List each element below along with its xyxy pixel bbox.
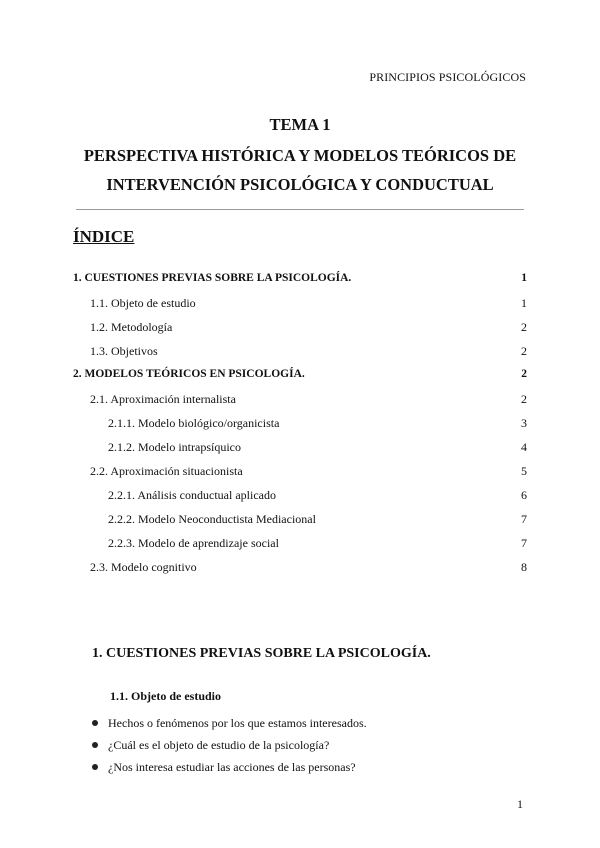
toc-entry-page: 7: [521, 512, 527, 526]
bullet-icon: [92, 764, 98, 770]
toc-entry-label: 2.2.3. Modelo de aprendizaje social: [108, 536, 279, 550]
toc-entry[interactable]: [0, 440, 600, 462]
horizontal-divider: [76, 209, 524, 210]
toc-entry-page: 4: [521, 440, 527, 454]
toc-entry-label: 2.2.2. Modelo Neoconductista Mediacional: [108, 512, 316, 526]
toc-entry[interactable]: [0, 296, 600, 318]
toc-entry-label: 2.1.1. Modelo biológico/organicista: [108, 416, 280, 430]
toc-entry[interactable]: [0, 344, 600, 366]
toc-entry-page: 2: [521, 392, 527, 406]
toc-entry[interactable]: [0, 368, 600, 390]
toc-entry[interactable]: [0, 536, 600, 558]
toc-entry[interactable]: [0, 488, 600, 510]
page-number: 1: [517, 797, 523, 811]
toc-entry[interactable]: [0, 464, 600, 486]
toc-entry-label: 2.1. Aproximación internalista: [90, 392, 236, 406]
title-line-2: PERSPECTIVA HISTÓRICA Y MODELOS TEÓRICOS DE: [83, 146, 517, 165]
bullet-icon: [92, 720, 98, 726]
bullet-text: ¿Cuál es el objeto de estudio de la psicología?: [108, 738, 330, 752]
title-line-3: INTERVENCIÓN PSICOLÓGICA Y CONDUCTUAL: [106, 175, 494, 194]
toc-entry-page: 2: [521, 320, 527, 334]
toc-entry-label: 1. CUESTIONES PREVIAS SOBRE LA PSICOLOGÍA.: [73, 272, 352, 284]
bullet-item: [92, 716, 367, 731]
toc-entry-page: 6: [521, 488, 527, 502]
toc-entry-page: 2: [521, 344, 527, 358]
toc-entry[interactable]: [0, 272, 600, 294]
toc-entry-page: 7: [521, 536, 527, 550]
bullet-item: [92, 760, 356, 775]
section-heading: 1. CUESTIONES PREVIAS SOBRE LA PSICOLOGÍA.: [92, 646, 431, 661]
subsection-heading: 1.1. Objeto de estudio: [110, 689, 221, 703]
toc-entry-label: 2.2.1. Análisis conductual aplicado: [108, 488, 276, 502]
toc-entry-label: 2. MODELOS TEÓRICOS EN PSICOLOGÍA.: [73, 368, 305, 380]
toc-entry-label: 1.1. Objeto de estudio: [90, 296, 196, 310]
toc-entry-label: 1.3. Objetivos: [90, 344, 158, 358]
bullet-icon: [92, 742, 98, 748]
toc-entry-page: 2: [521, 368, 527, 380]
document-title: [0, 113, 600, 199]
toc-entry[interactable]: [0, 320, 600, 342]
toc-entry-page: 1: [521, 296, 527, 310]
running-header: PRINCIPIOS PSICOLÓGICOS: [369, 70, 526, 84]
bullet-text: ¿Nos interesa estudiar las acciones de las personas?: [108, 760, 356, 774]
index-heading: ÍNDICE: [73, 227, 135, 246]
title-line-1: TEMA 1: [269, 115, 331, 134]
toc-entry-label: 2.3. Modelo cognitivo: [90, 560, 197, 574]
toc-entry[interactable]: [0, 512, 600, 534]
bullet-text: Hechos o fenómenos por los que estamos interesados.: [108, 716, 367, 730]
toc-entry-label: 2.1.2. Modelo intrapsíquico: [108, 440, 241, 454]
toc-entry[interactable]: [0, 392, 600, 414]
toc-entry-page: 3: [521, 416, 527, 430]
toc-entry-label: 2.2. Aproximación situacionista: [90, 464, 243, 478]
toc-entry-page: 5: [521, 464, 527, 478]
toc-entry[interactable]: [0, 560, 600, 582]
toc-entry-page: 1: [521, 272, 527, 284]
toc-entry-label: 1.2. Metodología: [90, 320, 173, 334]
toc-entry[interactable]: [0, 416, 600, 438]
toc-entry-page: 8: [521, 560, 527, 574]
bullet-item: [92, 738, 329, 753]
